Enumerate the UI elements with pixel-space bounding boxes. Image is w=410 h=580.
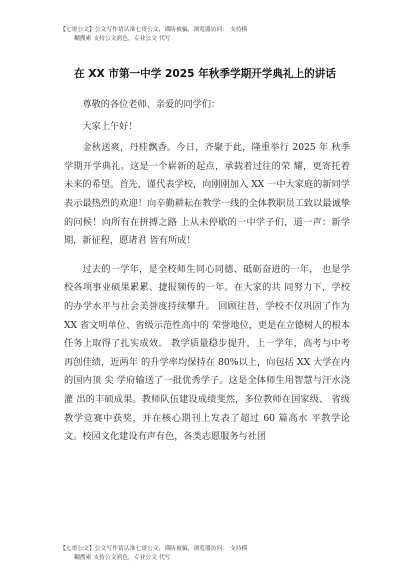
body-paragraph-1: 金秋送爽，丹桂飘香。今日，齐聚于此，隆重举行 2025 年 秋季学期开学典礼。这是一个崭新的起点，承载着过往的荣 耀，更寄托着未来的希望。首先，谨代表学校，向刚刚加入 XX 一中大家庭的新同学表示最热烈的欢迎！向辛勤耕耘在教学一线的全体教职员工致以最诚挚的问候！向所有在拼搏之路 上从未停歇的一中学子们，道一声：新学期，新征程，愿诸君 皆有所成！ [64,142,350,247]
page-footer [60,545,380,563]
footer-line-1: 【七哥公文】公文写作请认准七哥公文，谨防被骗，浏览器访问： 支持模 [60,546,248,552]
header-line-2: 糊搜索 支持公文润色，专业公文 代写 [74,36,171,42]
document-body [64,96,350,447]
header-line-1: 【七哥公文】公文写作请认准七哥公文，谨防被骗，浏览器访问： 支持模 [60,27,248,33]
body-paragraph-2: 过去的一学年，是全校师生同心同德、砥砺奋进的一年， 也是学校各项事业硕果累累、捷报频传的一年。在大家的共 同努力下，学校的办学水平与社会美誉度持续攀升。 回顾往昔，学校不仅巩固了作为 XX 省文明单位、省级示范性高中的 荣誉地位，更是在立德树人的根本任务上取得了扎实成效。 教学质量稳步提升，上一学年，高考与中考再创佳绩，近两年 的升学率均保持在 80%以上，向包括 XX 大学在内的国内顶 尖 学府输送了一批优秀学子。这是全体师生用智慧与汗水浇灌 出的丰硕成果。教师队伍建设成绩斐然，多位教师在国家级、 省级教学竞赛中获奖，并在核心期刊上发表了超过 60 篇高水 平教学论文。校园文化建设有声有色，各类志愿服务与社团 [64,263,350,443]
page-header [60,26,380,44]
salutation: 尊敬的各位老师、亲爱的同学们： [82,99,221,110]
greeting: 大家上午好！ [82,120,138,132]
footer-line-2: 糊搜索 支持公文润色，专业公文 代写 [74,555,171,561]
document-title: 在 XX 市第一中学 2025 年秋季学期开学典礼上的讲话 [74,68,336,80]
